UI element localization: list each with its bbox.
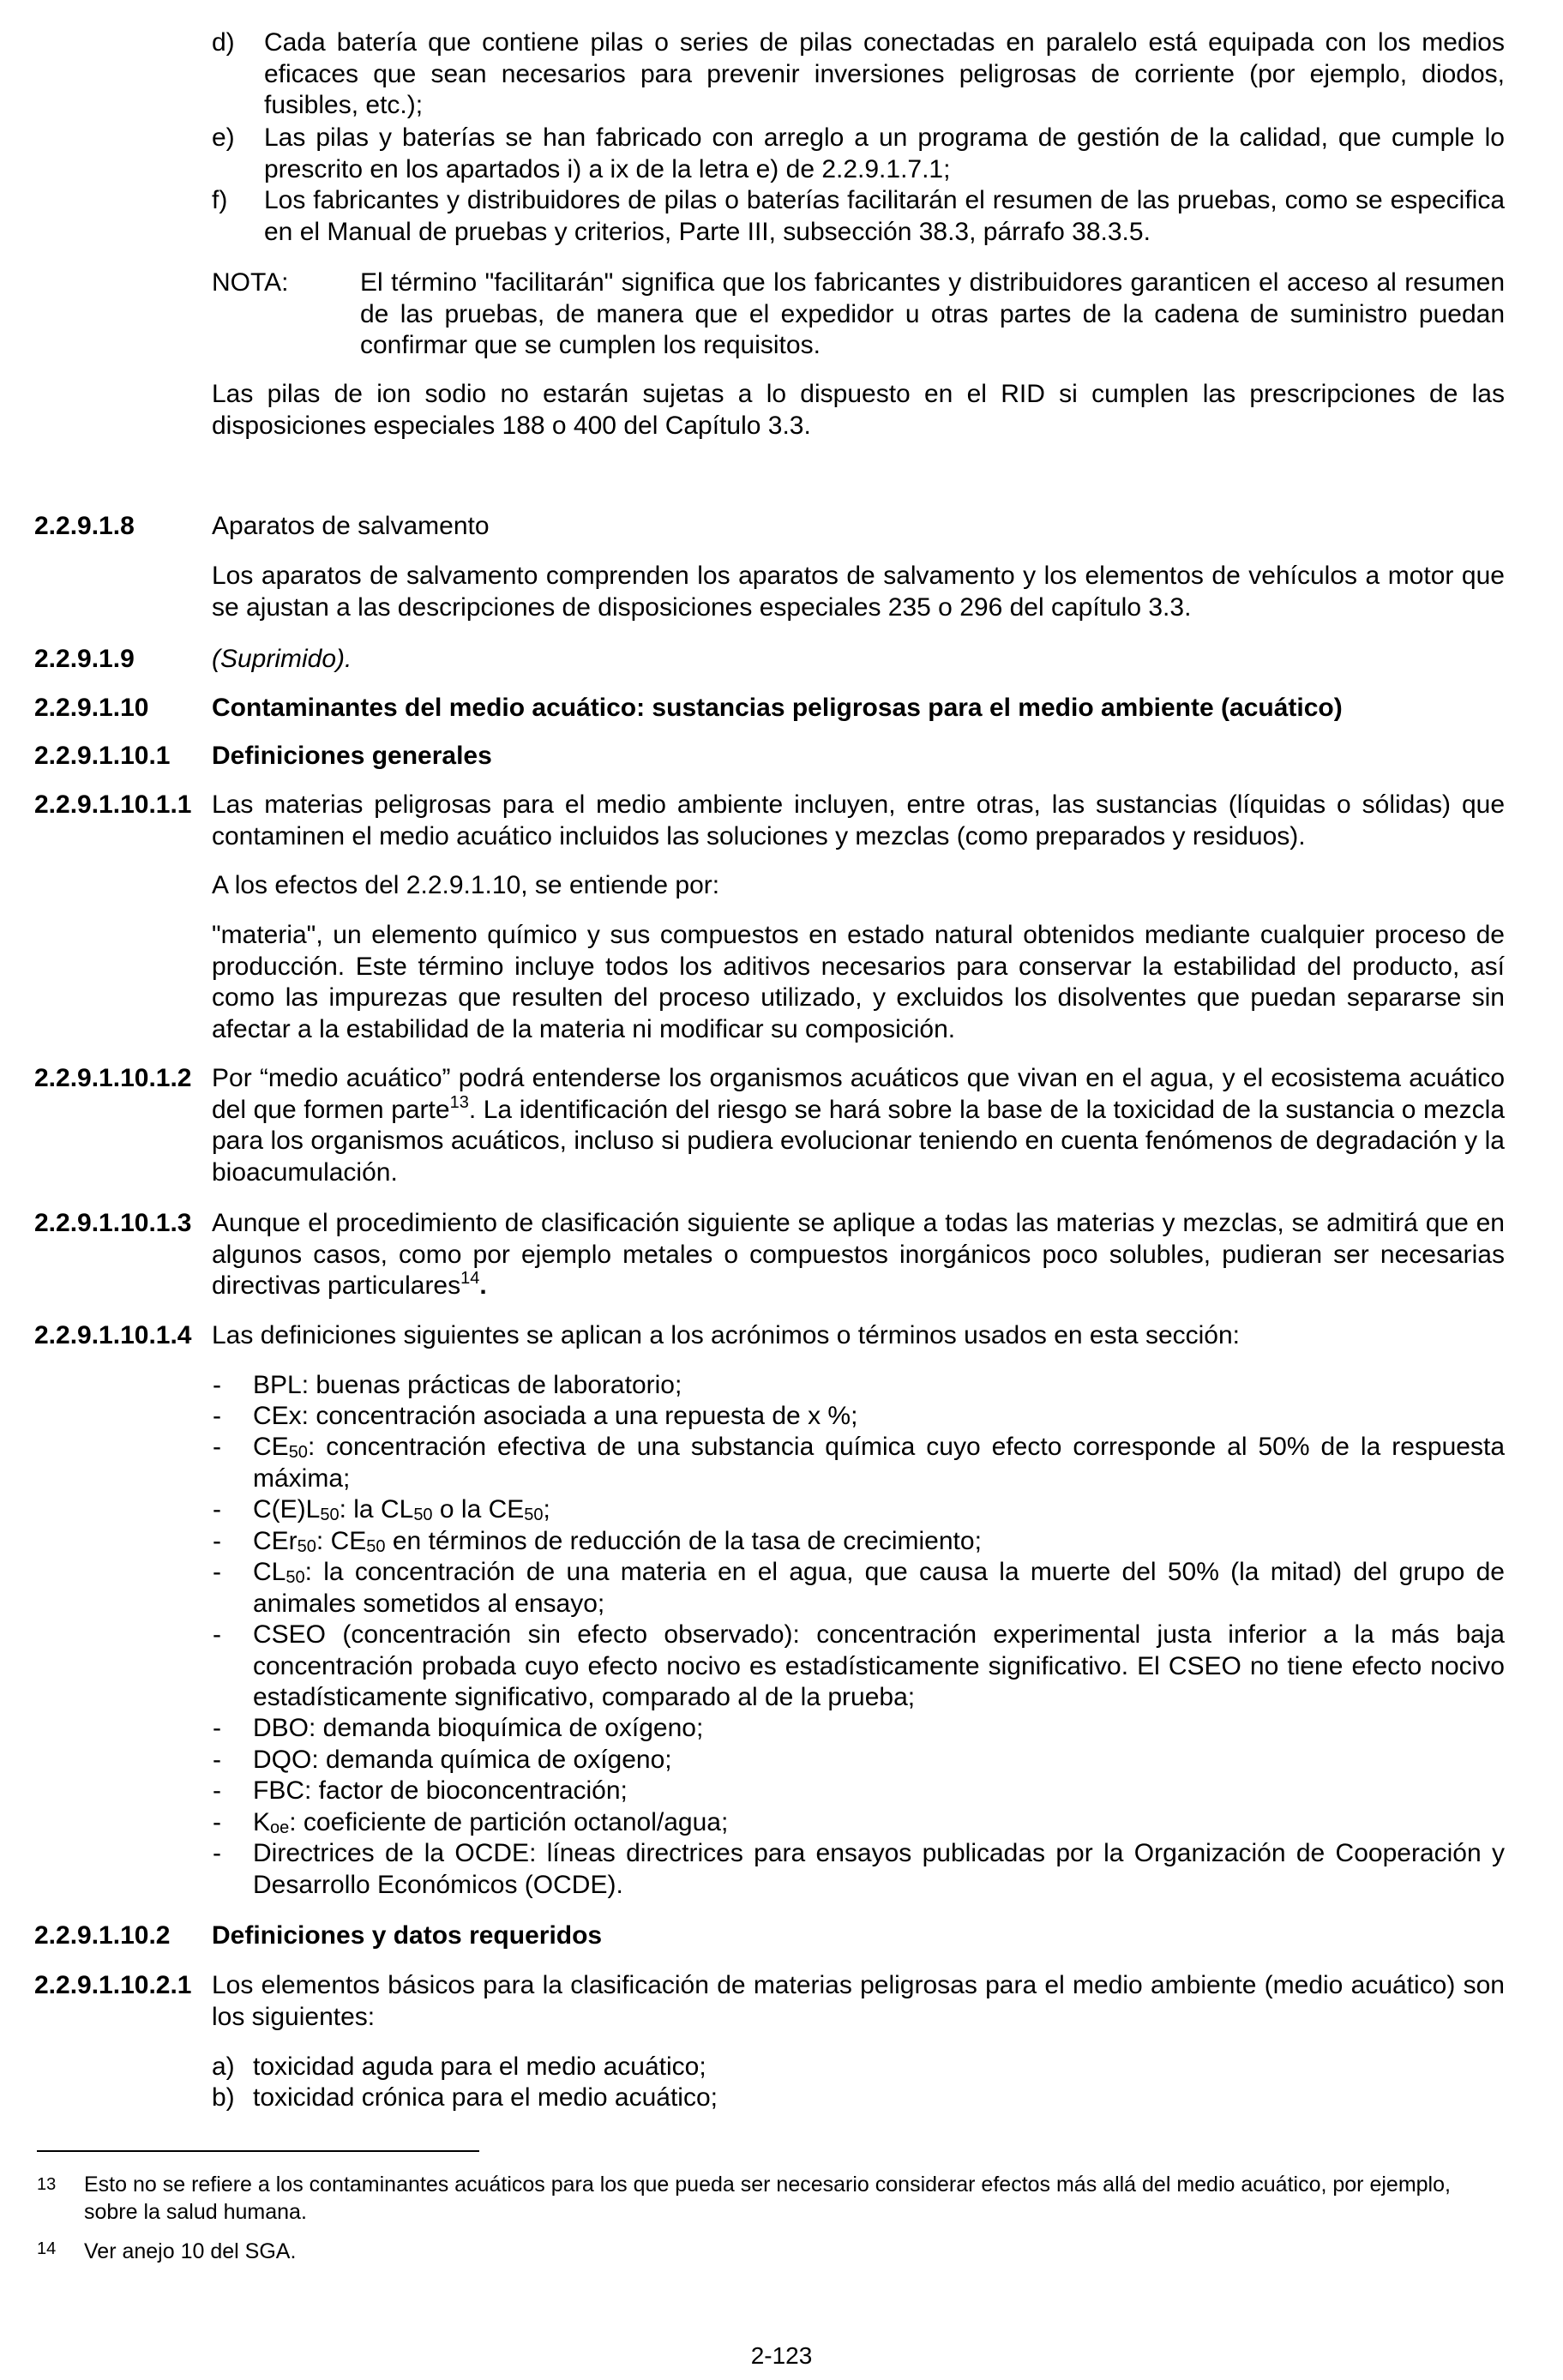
section-text-2-2-9-1-10-1-1: Las materias peligrosas para el medio ambiente incluyen, entre otras, las sustancias (líquidas o sólidas) que contaminen el medio acuático incluidos las soluciones y mezclas (como preparados y residuos). <box>212 790 1505 850</box>
footnote-mark-13: 13 <box>37 2175 57 2194</box>
list-item-e: Las pilas y baterías se han fabricado con arreglo a un programa de gestión de la calidad, que cumple lo prescrito en los apartados i) a ix de la letra e) de 2.2.9.1.7.1; <box>264 123 1505 183</box>
list-label-b: b) <box>212 2083 235 2112</box>
section-text-2-2-9-1-10-1-3: Aunque el procedimiento de clasificación siguiente se aplique a todas las materias y mezclas, se admitirá que en algunos casos, como por ejemplo metales o compuestos inorgánicos poco solubles, pudieran ser necesarias directivas particulares$^{14}$. <box>212 1209 1505 1300</box>
footnote-mark-14: 14 <box>37 2239 57 2258</box>
list-dash: - <box>213 1776 221 1805</box>
definition-dbo: DBO: demanda bioquímica de oxígeno; <box>253 1714 704 1742</box>
section-title-2-2-9-1-9: (Suprimido). <box>212 645 352 673</box>
section-number-2-2-9-1-10-1-2: 2.2.9.1.10.1.2 <box>34 1064 192 1092</box>
section-number-2-2-9-1-8: 2.2.9.1.8 <box>34 512 135 540</box>
footnote-ref-13[interactable]: 13 <box>449 1092 469 1112</box>
footnote-ref-14[interactable]: 14 <box>460 1269 480 1288</box>
section-number-2-2-9-1-10-1-3: 2.2.9.1.10.1.3 <box>34 1209 192 1237</box>
section-number-2-2-9-1-10-2-1: 2.2.9.1.10.2.1 <box>34 1971 192 1999</box>
section-number-2-2-9-1-10-1: 2.2.9.1.10.1 <box>34 742 171 770</box>
list-item-d: Cada batería que contiene pilas o series de pilas conectadas en paralelo está equipada con los medios eficaces que sean necesarios para prevenir inversiones peligrosas de corriente (por ejemplo, diodos, fusibles, etc.); <box>264 28 1505 119</box>
sodium-paragraph: Las pilas de ion sodio no estarán sujetas a lo dispuesto en el RID si cumplen las prescripciones de las disposiciones especiales 188 o 400 del Capítulo 3.3. <box>212 380 1505 440</box>
nota-label: NOTA: <box>212 268 289 297</box>
section-text-2-2-9-1-10-2-1: Los elementos básicos para la clasificación de materias peligrosas para el medio ambiente (medio acuático) son los siguientes: <box>212 1971 1505 2031</box>
list-dash: - <box>213 1714 221 1742</box>
nota-text: El término "facilitarán" significa que los fabricantes y distribuidores garanticen el acceso al resumen de las pruebas, de manera que el expedidor u otras partes de la cadena de suministro puedan confirmar que se cumplen los requisitos. <box>360 268 1505 359</box>
list-dash: - <box>213 1558 221 1586</box>
footnote-14: Ver anejo 10 del SGA. <box>84 2239 297 2263</box>
section-title-2-2-9-1-10: Contaminantes del medio acuático: sustancias peligrosas para el medio ambiente (acuático) <box>212 694 1343 722</box>
list-dash: - <box>213 1433 221 1461</box>
footnote-13: Esto no se refiere a los contaminantes acuáticos para los que pueda ser necesario considerar efectos más allá del medio acuático, por ejemplo, sobre la salud humana. <box>84 2173 1451 2224</box>
section-text-2-2-9-1-10-1-2: Por “medio acuático” podrá entenderse los organismos acuáticos que vivan en el agua, y el ecosistema acuático del que formen parte$^{13}$. La identificación del riesgo se hará sobre la base de la toxicidad de la sustancia o mezcla para los organismos acuáticos, incluso si pudiera evolucionar teniendo en cuenta fenómenos de degradación y la bioacumulación. <box>212 1064 1506 1187</box>
section-title-2-2-9-1-8: Aparatos de salvamento <box>212 512 490 540</box>
definition-cer50: CEr50: CE50 en términos de reducción de la tasa de crecimiento; <box>253 1527 982 1556</box>
section-number-2-2-9-1-10-1-1: 2.2.9.1.10.1.1 <box>34 790 192 819</box>
list-dash: - <box>213 1402 221 1430</box>
list-dash: - <box>213 1620 221 1649</box>
footnote-separator <box>37 2150 479 2152</box>
definition-koe: Koe: coeficiente de partición octanol/agua; <box>253 1808 729 1837</box>
list-label-e: e) <box>212 123 235 152</box>
definition-cseo: CSEO (concentración sin efecto observado): concentración experimental justa inferior a la más baja concentración probada cuyo efecto nocivo es estadísticamente significativo. El CSEO no tiene efecto nocivo estadísticamente significativo, comparado al de la prueba; <box>253 1620 1505 1711</box>
list-dash: - <box>213 1839 221 1867</box>
definition-dqo: DQO: demanda química de oxígeno; <box>253 1746 672 1774</box>
definition-cl50: CL50: la concentración de una materia en el agua, que causa la muerte del 50% (la mitad) del grupo de animales sometidos al ensayo; <box>253 1558 1505 1618</box>
definition-fbc: FBC: factor de bioconcentración; <box>253 1776 628 1805</box>
list-label-a: a) <box>212 2052 235 2081</box>
list-item-b: toxicidad crónica para el medio acuático; <box>253 2083 718 2112</box>
section-title-2-2-9-1-10-2: Definiciones y datos requeridos <box>212 1921 603 1950</box>
section-number-2-2-9-1-9: 2.2.9.1.9 <box>34 645 135 673</box>
definition-cex: CEx: concentración asociada a una repuesta de x %; <box>253 1402 858 1430</box>
page-number: 2-123 <box>750 2342 813 2369</box>
materia-definition: "materia", un elemento químico y sus compuestos en estado natural obtenidos mediante cualquier proceso de producción. Este término incluye todos los aditivos necesarios para conservar la estabilidad del producto, así como las impurezas que resulten del proceso utilizado, y excluidos los disolventes que puedan separarse sin afectar a la estabilidad de la materia ni modificar su composición. <box>212 921 1505 1043</box>
list-item-f: Los fabricantes y distribuidores de pilas o baterías facilitarán el resumen de las pruebas, como se especifica en el Manual de pruebas y criterios, Parte III, subsección 38.3, párrafo 38.3.5. <box>264 186 1505 246</box>
section-title-2-2-9-1-10-1: Definiciones generales <box>212 742 492 770</box>
definitions-intro: A los efectos del 2.2.9.1.10, se entiende por: <box>212 871 720 899</box>
list-dash: - <box>213 1495 221 1524</box>
definition-ocde: Directrices de la OCDE: líneas directrices para ensayos publicadas por la Organización de Cooperación y Desarrollo Económicos (OCDE). <box>253 1839 1505 1899</box>
section-number-2-2-9-1-10-1-4: 2.2.9.1.10.1.4 <box>34 1321 192 1349</box>
list-dash: - <box>213 1746 221 1774</box>
definition-cel50: C(E)L50: la CL50 o la CE50; <box>253 1495 550 1524</box>
list-label-f: f) <box>212 186 228 214</box>
section-text-2-2-9-1-8: Los aparatos de salvamento comprenden los aparatos de salvamento y los elementos de vehículos a motor que se ajustan a las descripciones de disposiciones especiales 235 o 296 del capítulo 3.3. <box>212 562 1505 622</box>
section-text-2-2-9-1-10-1-4: Las definiciones siguientes se aplican a los acrónimos o términos usados en esta sección: <box>212 1321 1241 1349</box>
definition-bpl: BPL: buenas prácticas de laboratorio; <box>253 1371 682 1399</box>
definition-ce50: CE50: concentración efectiva de una substancia química cuyo efecto corresponde al 50% de la respuesta máxima; <box>253 1433 1505 1493</box>
list-dash: - <box>213 1371 221 1399</box>
list-dash: - <box>213 1808 221 1836</box>
list-item-a: toxicidad aguda para el medio acuático; <box>253 2052 706 2081</box>
section-number-2-2-9-1-10: 2.2.9.1.10 <box>34 694 149 722</box>
section-number-2-2-9-1-10-2: 2.2.9.1.10.2 <box>34 1921 171 1950</box>
list-dash: - <box>213 1527 221 1555</box>
list-label-d: d) <box>212 28 235 57</box>
